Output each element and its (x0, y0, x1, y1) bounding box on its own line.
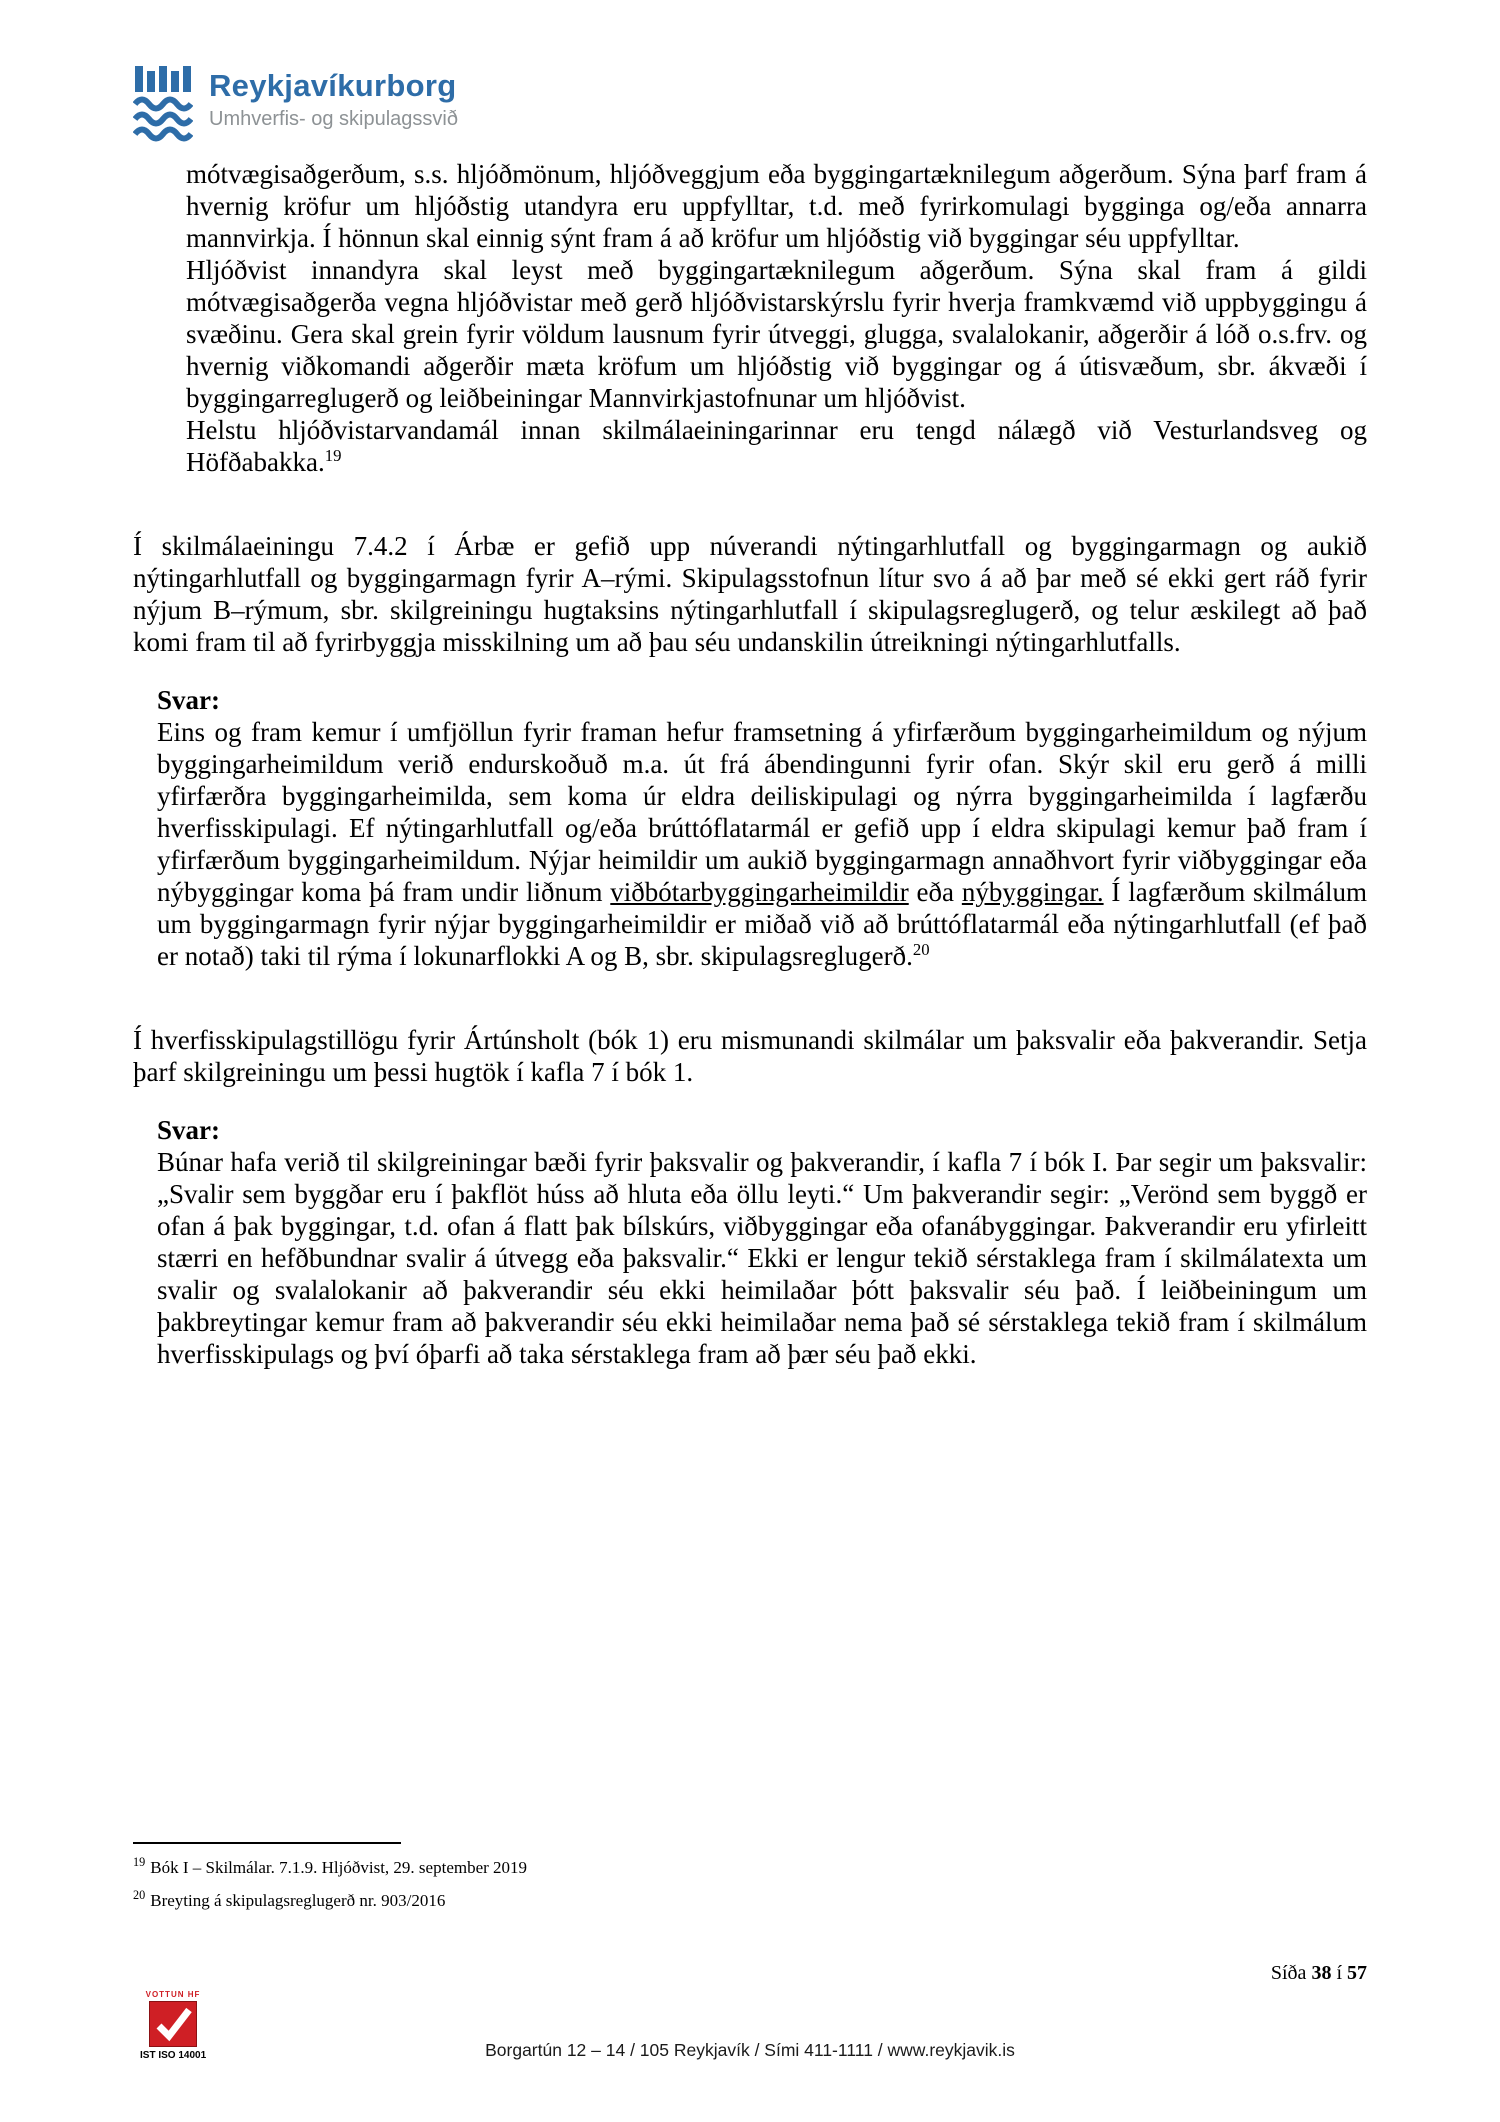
underlined-term-nybyggingar: nýbyggingar. (961, 877, 1104, 907)
footnote-ref-19: 19 (324, 446, 342, 465)
page-number (1271, 1962, 1367, 1985)
quote-paragraph-3 (186, 414, 1367, 478)
quote-paragraph-2: Hljóðvist innandyra skal leyst með byggingartæknilegum aðgerðum. Sýna skal fram á gildi mótvægisaðgerða vegna hljóðvistar með gerð hljóðvistarskýrslu fyrir hverja framkvæmd við uppbyggingu á svæðinu. Gera skal grein fyrir völdum lausnum fyrir útveggi, glugga, svalalokanir, aðgerðir á lóð o.s.frv. og hvernig viðkomandi aðgerðir mæta kröfum um hljóðstig við byggingar og á útisvæðum, sbr. ákvæði í byggingarreglugerð og leiðbeiningar Mannvirkjastofnunar um hljóðvist. (186, 255, 1367, 413)
footnote-separator (133, 1842, 401, 1844)
answer-1-segment: eða (908, 877, 962, 907)
answer-1-segment: Í lagfærðum skilmálum um byggingarmagn fyrir nýjar byggingarheimildir er miðað við að brúttóflatarmál eða nýtingarhlutfall (ef það er notað) taki til rýma í lokunarflokki A og B, sbr. skipulagsreglugerð. (157, 877, 1368, 971)
quote-paragraph-3-text: Helstu hljóðvistarvandamál innan skilmálaeiningarinnar eru tengd nálægð við Vesturlandsveg og Höfðabakka. (186, 415, 1367, 477)
footnote-19-number: 19 (133, 1855, 146, 1870)
answer-block-2 (157, 1114, 1367, 1370)
org-department: Umhverfis- og skipulagssvið (209, 108, 458, 130)
underlined-term-vidbotarbyggingarheimildir: viðbótarbyggingarheimildir (610, 877, 909, 907)
page-number-total: 57 (1347, 1962, 1367, 1984)
cert-vottun-label: VOTTUN HF (145, 1990, 201, 1999)
page-number-separator: í (1331, 1962, 1347, 1984)
comment-paragraph-2: Í hverfisskipulagstillögu fyrir Ártúnsholt (bók 1) eru mismunandi skilmálar um þaksvalir eða þakverandir. Setja þarf skilgreiningu um þessi hugtök í kafla 7 í bók 1. (133, 1025, 1367, 1087)
document-body (133, 158, 1367, 1370)
footnote-20-text: Breyting á skipulagsreglugerð nr. 903/2016 (150, 1891, 446, 1910)
footnote-19-text: Bók I – Skilmálar. 7.1.9. Hljóðvist, 29. september 2019 (150, 1858, 528, 1877)
footnote-19 (133, 1856, 893, 1880)
answer-label: Svar: (157, 1115, 220, 1145)
answer-block-1 (157, 684, 1367, 972)
footnote-20 (133, 1889, 893, 1913)
answer-1-segment: Eins og fram kemur í umfjöllun fyrir framan hefur framsetning á yfirfærðum byggingarheimildum og nýjum byggingarheimildum verið endurskoðuð m.a. út frá ábendingunni fyrir ofan. Skýr skil eru gerð á milli yfirfærðra byggingarheimilda, sem koma úr eldra deiliskipulagi og nýrra byggingarheimilda í lagfærðu hverfisskipulagi. Ef nýtingarhlutfall og/eða brúttóflatarmál er gefið upp í eldra skipulagi kemur það fram í yfirfærðum byggingarheimildum. Nýjar heimildir um aukið byggingarmagn annaðhvort fyrir viðbyggingar eða nýbyggingar koma þá fram undir liðnum (157, 717, 1367, 907)
org-identity (209, 64, 458, 131)
footnote-20-number: 20 (133, 1888, 146, 1903)
answer-text-1 (157, 716, 1367, 972)
comment-paragraph-1: Í skilmálaeiningu 7.4.2 í Árbæ er gefið upp núverandi nýtingarhlutfall og byggingarmagn og aukið nýtingarhlutfall og byggingarmagn fyrir A–rými. Skipulagsstofnun lítur svo á að þar með sé ekki gert ráð fyrir nýjum B–rýmum, sbr. skilgreiningu hugtaksins nýtingarhlutfall í skipulagsreglugerð, og telur æskilegt að það komi fram til að fyrirbyggja misskilning um að þau séu undanskilin útreikningi nýtingarhlutfalls. (133, 531, 1367, 657)
page-number-current: 38 (1311, 1962, 1332, 1984)
cert-iso-label: IST ISO 14001 (140, 2050, 207, 2061)
footnote-ref-20: 20 (912, 940, 930, 959)
quoted-terms-block (186, 158, 1367, 478)
letterhead (133, 64, 458, 142)
org-name: Reykjavíkurborg (209, 68, 457, 103)
answer-label: Svar: (157, 685, 220, 715)
footnotes (133, 1842, 893, 1922)
page-number-prefix: Síða (1270, 1962, 1312, 1984)
quote-paragraph-1: mótvægisaðgerðum, s.s. hljóðmönum, hljóðveggjum eða byggingartæknilegum aðgerðum. Sýna þarf fram á hvernig kröfur um hljóðstig utandyra eru uppfylltar, t.d. með fyrirkomulagi bygginga og/eða annarra mannvirkja. Í hönnun skal einnig sýnt fram á að kröfur um hljóðstig við byggingar séu uppfylltar. (186, 159, 1367, 253)
footer-address: Borgartún 12 – 14 / 105 Reykjavík / Sími 411-1111 / www.reykjavik.is (485, 2040, 1015, 2060)
answer-text-2: Búnar hafa verið til skilgreiningar bæði fyrir þaksvalir og þakverandir, í kafla 7 í bók I. Þar segir um þaksvalir: „Svalir sem byggðar eru í þakflöt húss að hluta eða öllu leyti.“ Um þakverandir segir: „Verönd sem byggð er ofan á þak byggingar, t.d. ofan á flatt þak bílskúrs, viðbyggingar eða ofanábyggingar. Þakverandir eru yfirleitt stærri en hefðbundnar svalir á útvegg eða þaksvalir.“ Ekki er lengur tekið sérstaklega fram í skilmálatexta um svalir og svalalokanir að þakverandir séu ekki heimilaðar þótt þaksvalir séu það. Í leiðbeiningum um þakbreytingar kemur fram að þakverandir séu ekki heimilaðar nema það sé sérstaklega tekið fram í skilmálum hverfisskipulags og því óþarfi að taka sérstaklega fram að þær séu það ekki. (157, 1147, 1367, 1369)
reykjavik-coat-of-arms-logo (133, 64, 193, 142)
